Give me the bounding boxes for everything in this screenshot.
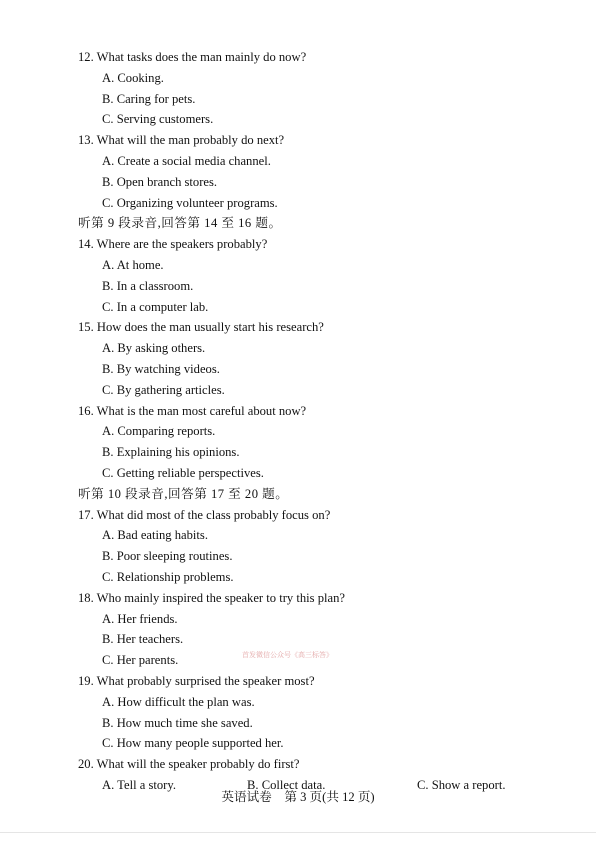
watermark: 首发微信公众号《高三标答》: [242, 651, 333, 659]
answer-option: C. Getting reliable perspectives.: [102, 466, 264, 480]
question-stem: 15. How does the man usually start his research?: [78, 320, 324, 335]
answer-option: C. How many people supported her.: [102, 736, 284, 751]
question-stem: 13. What will the man probably do next?: [78, 133, 285, 148]
answer-option: A. How difficult the plan was.: [102, 694, 255, 709]
question-stem: 17. What did most of the class probably focus on?: [78, 507, 331, 522]
answer-option: B. Her teachers.: [102, 632, 184, 647]
question-stem: 18. Who mainly inspired the speaker to try this plan?: [78, 590, 345, 605]
bottom-divider: [0, 832, 596, 833]
answer-option: C. Organizing volunteer programs.: [102, 195, 278, 210]
page-footer: 英语试卷 第 3 页(共 12 页): [221, 790, 375, 804]
answer-option: A. Comparing reports.: [102, 424, 216, 439]
answer-option: A. At home.: [102, 258, 164, 272]
question-stem: 19. What probably surprised the speaker most?: [78, 674, 315, 688]
answer-option: B. In a classroom.: [102, 278, 194, 293]
answer-option: A. Bad eating habits.: [102, 528, 208, 543]
answer-option: B. Collect data.: [247, 778, 326, 792]
section-instruction: 听第 9 段录音,回答第 14 至 16 题。: [78, 216, 282, 231]
question-stem: 20. What will the speaker probably do first?: [78, 757, 300, 772]
answer-option: A. Cooking.: [102, 70, 164, 85]
answer-option: B. Open branch stores.: [102, 174, 218, 189]
question-stem: 16. What is the man most careful about now?: [78, 403, 307, 418]
answer-option: B. How much time she saved.: [102, 715, 253, 730]
answer-option: A. Her friends.: [102, 611, 178, 626]
answer-option: C. Relationship problems.: [102, 570, 234, 584]
answer-option: A. Create a social media channel.: [102, 154, 271, 168]
answer-option: C. In a computer lab.: [102, 299, 209, 314]
question-stem: 14. Where are the speakers probably?: [78, 237, 268, 252]
answer-option: C. Her parents.: [102, 653, 179, 668]
answer-option: C. Show a report.: [417, 778, 506, 792]
answer-option: A. Tell a story.: [102, 778, 176, 792]
answer-option: B. Poor sleeping routines.: [102, 549, 233, 564]
answer-option: B. By watching videos.: [102, 362, 220, 376]
answer-option: A. By asking others.: [102, 341, 206, 356]
answer-option: B. Explaining his opinions.: [102, 445, 240, 460]
answer-option: C. Serving customers.: [102, 112, 214, 127]
section-instruction: 听第 10 段录音,回答第 17 至 20 题。: [78, 486, 289, 501]
question-stem: 12. What tasks does the man mainly do now?: [78, 50, 307, 64]
answer-option: C. By gathering articles.: [102, 382, 225, 397]
answer-option: B. Caring for pets.: [102, 91, 196, 106]
